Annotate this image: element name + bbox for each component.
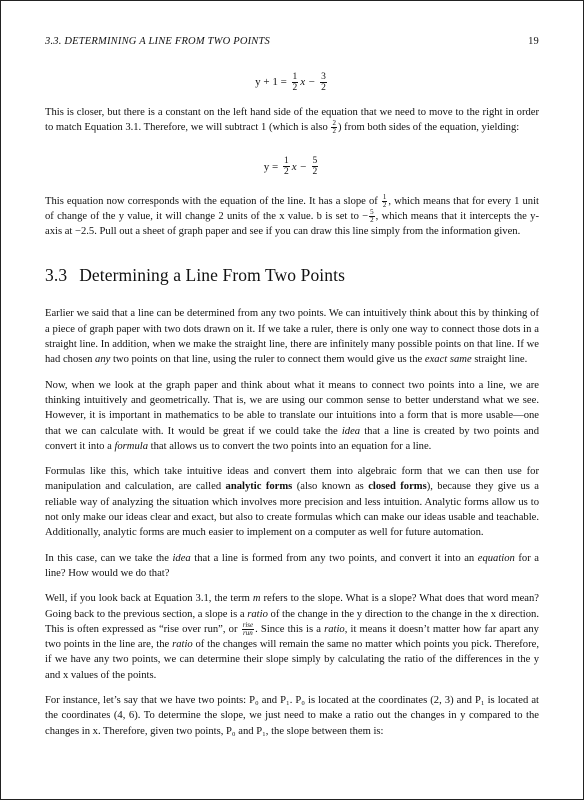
page-body xyxy=(45,65,539,739)
inline-fraction: rise run xyxy=(242,620,254,637)
fraction: $\frac{3}{2}$ xyxy=(321,71,326,93)
fraction: $\frac{1}{2}$ xyxy=(292,71,298,93)
equation-1: y + 1 = $\frac{1}{2}$ x − $\frac{3}{2}$ xyxy=(255,71,326,93)
paragraph: For instance, let’s say that we have two points: P₀ and P₁. P₀ is located at the coordinates (2, 3) and P₁ is located at the coordinates (4, 6). To determine the slope, we just need to make a ratio out the changes in y compared to the changes in x. Therefore, given two points, P₀ and P₁, the slope between them is: xyxy=(45,695,539,737)
fraction: $\frac{5}{2}$ xyxy=(312,156,318,178)
equation-2: y = $\frac{1}{2}$ x − $\frac{5}{2}$ xyxy=(263,156,318,178)
inline-fraction: $\frac{1}{2}$ xyxy=(382,192,387,209)
running-header xyxy=(45,36,539,52)
paragraph: Now, when we look at the graph paper and think about what it means to connect two points into a line, we are thinking intuitively and geometrically. That is, we are using our common sense to better understand what we see. However, it is important in mathematics to be able to translate our intuitions into a form that is more usable—one that we can calculate with. It would be great if we could take the idea that a line is created by two points and convert it into a formula that allows us to convert the two points into an equation for a line. xyxy=(45,379,539,452)
section-heading: 3.3 Determining a Line From Two Points xyxy=(45,265,345,286)
page-number: 19 xyxy=(528,36,539,47)
paragraph: This equation now corresponds with the equation of the line. It has a slope of $\frac{1}{2}$ , which means that for every 1 unit of change of the y value, it will change 2 units of the x value. b is set to − $\frac{5}{2}$ , which means that it intercepts the y-axis at −2.5. Pull out a sheet of graph paper and see if you can draw this line simply from the information given. xyxy=(45,192,539,238)
inline-fraction: $\frac{5}{2}$ xyxy=(370,207,374,224)
paragraph: In this case, can we take the idea that a line is formed from any two points, and convert it into an equation for a line? How would we do that? xyxy=(45,552,539,579)
paragraph: This is closer, but there is a constant on the left hand side of the equation that we need to move to the right in order to match Equation 3.1. Therefore, we will subtract 1 (which is also $\frac{2}{2}$ ) from both sides of the equation, yielding: xyxy=(45,107,539,136)
inline-fraction: $\frac{2}{2}$ xyxy=(332,119,336,136)
running-title: 3.3. DETERMINING A LINE FROM TWO POINTS xyxy=(45,36,270,47)
paragraph: Formulas like this, which take intuitive ideas and convert them into algebraic form that we can then use for manipulation and calculation, are called analytic forms (also known as closed forms), because they give us a reliable way of analyzing the situation which involves more precision and less intuition. Analytic forms allow us to not only make our ideas clear and exact, but also to create formulas which can make our ideas usable and teachable. Additionally, analytic forms are much easier to implement on a computer as well for future automation. xyxy=(45,466,540,539)
paragraph: Well, if you look back at Equation 3.1, the term m refers to the slope. What is a slope? What does that word mean? Going back to the previous section, a slope is a ratio of the change in the y direction to the change in the x direction. This is often expressed as “rise over run”, or rise run . Since this is a ratio, it means it doesn’t matter how far apart any two points in the line are, the ratio of the changes will remain the same no matter which points you pick. Therefore, if we have any two points, we can determine their slope simply by calculating the ratio of the differences in the y and x values of the points. xyxy=(45,593,539,681)
fraction: $\frac{1}{2}$ xyxy=(283,156,289,178)
paragraph: Earlier we said that a line can be determined from any two points. We can intuitively think about this by thinking of a piece of graph paper with two dots drawn on it. If we take a ruler, there is only one way to connect those dots in a straight line. In addition, when we make the straight line, there are infinitely many possible points on that line. If we had chosen any two points on that line, using the ruler to connect them would give us the exact same straight line. xyxy=(45,308,539,366)
